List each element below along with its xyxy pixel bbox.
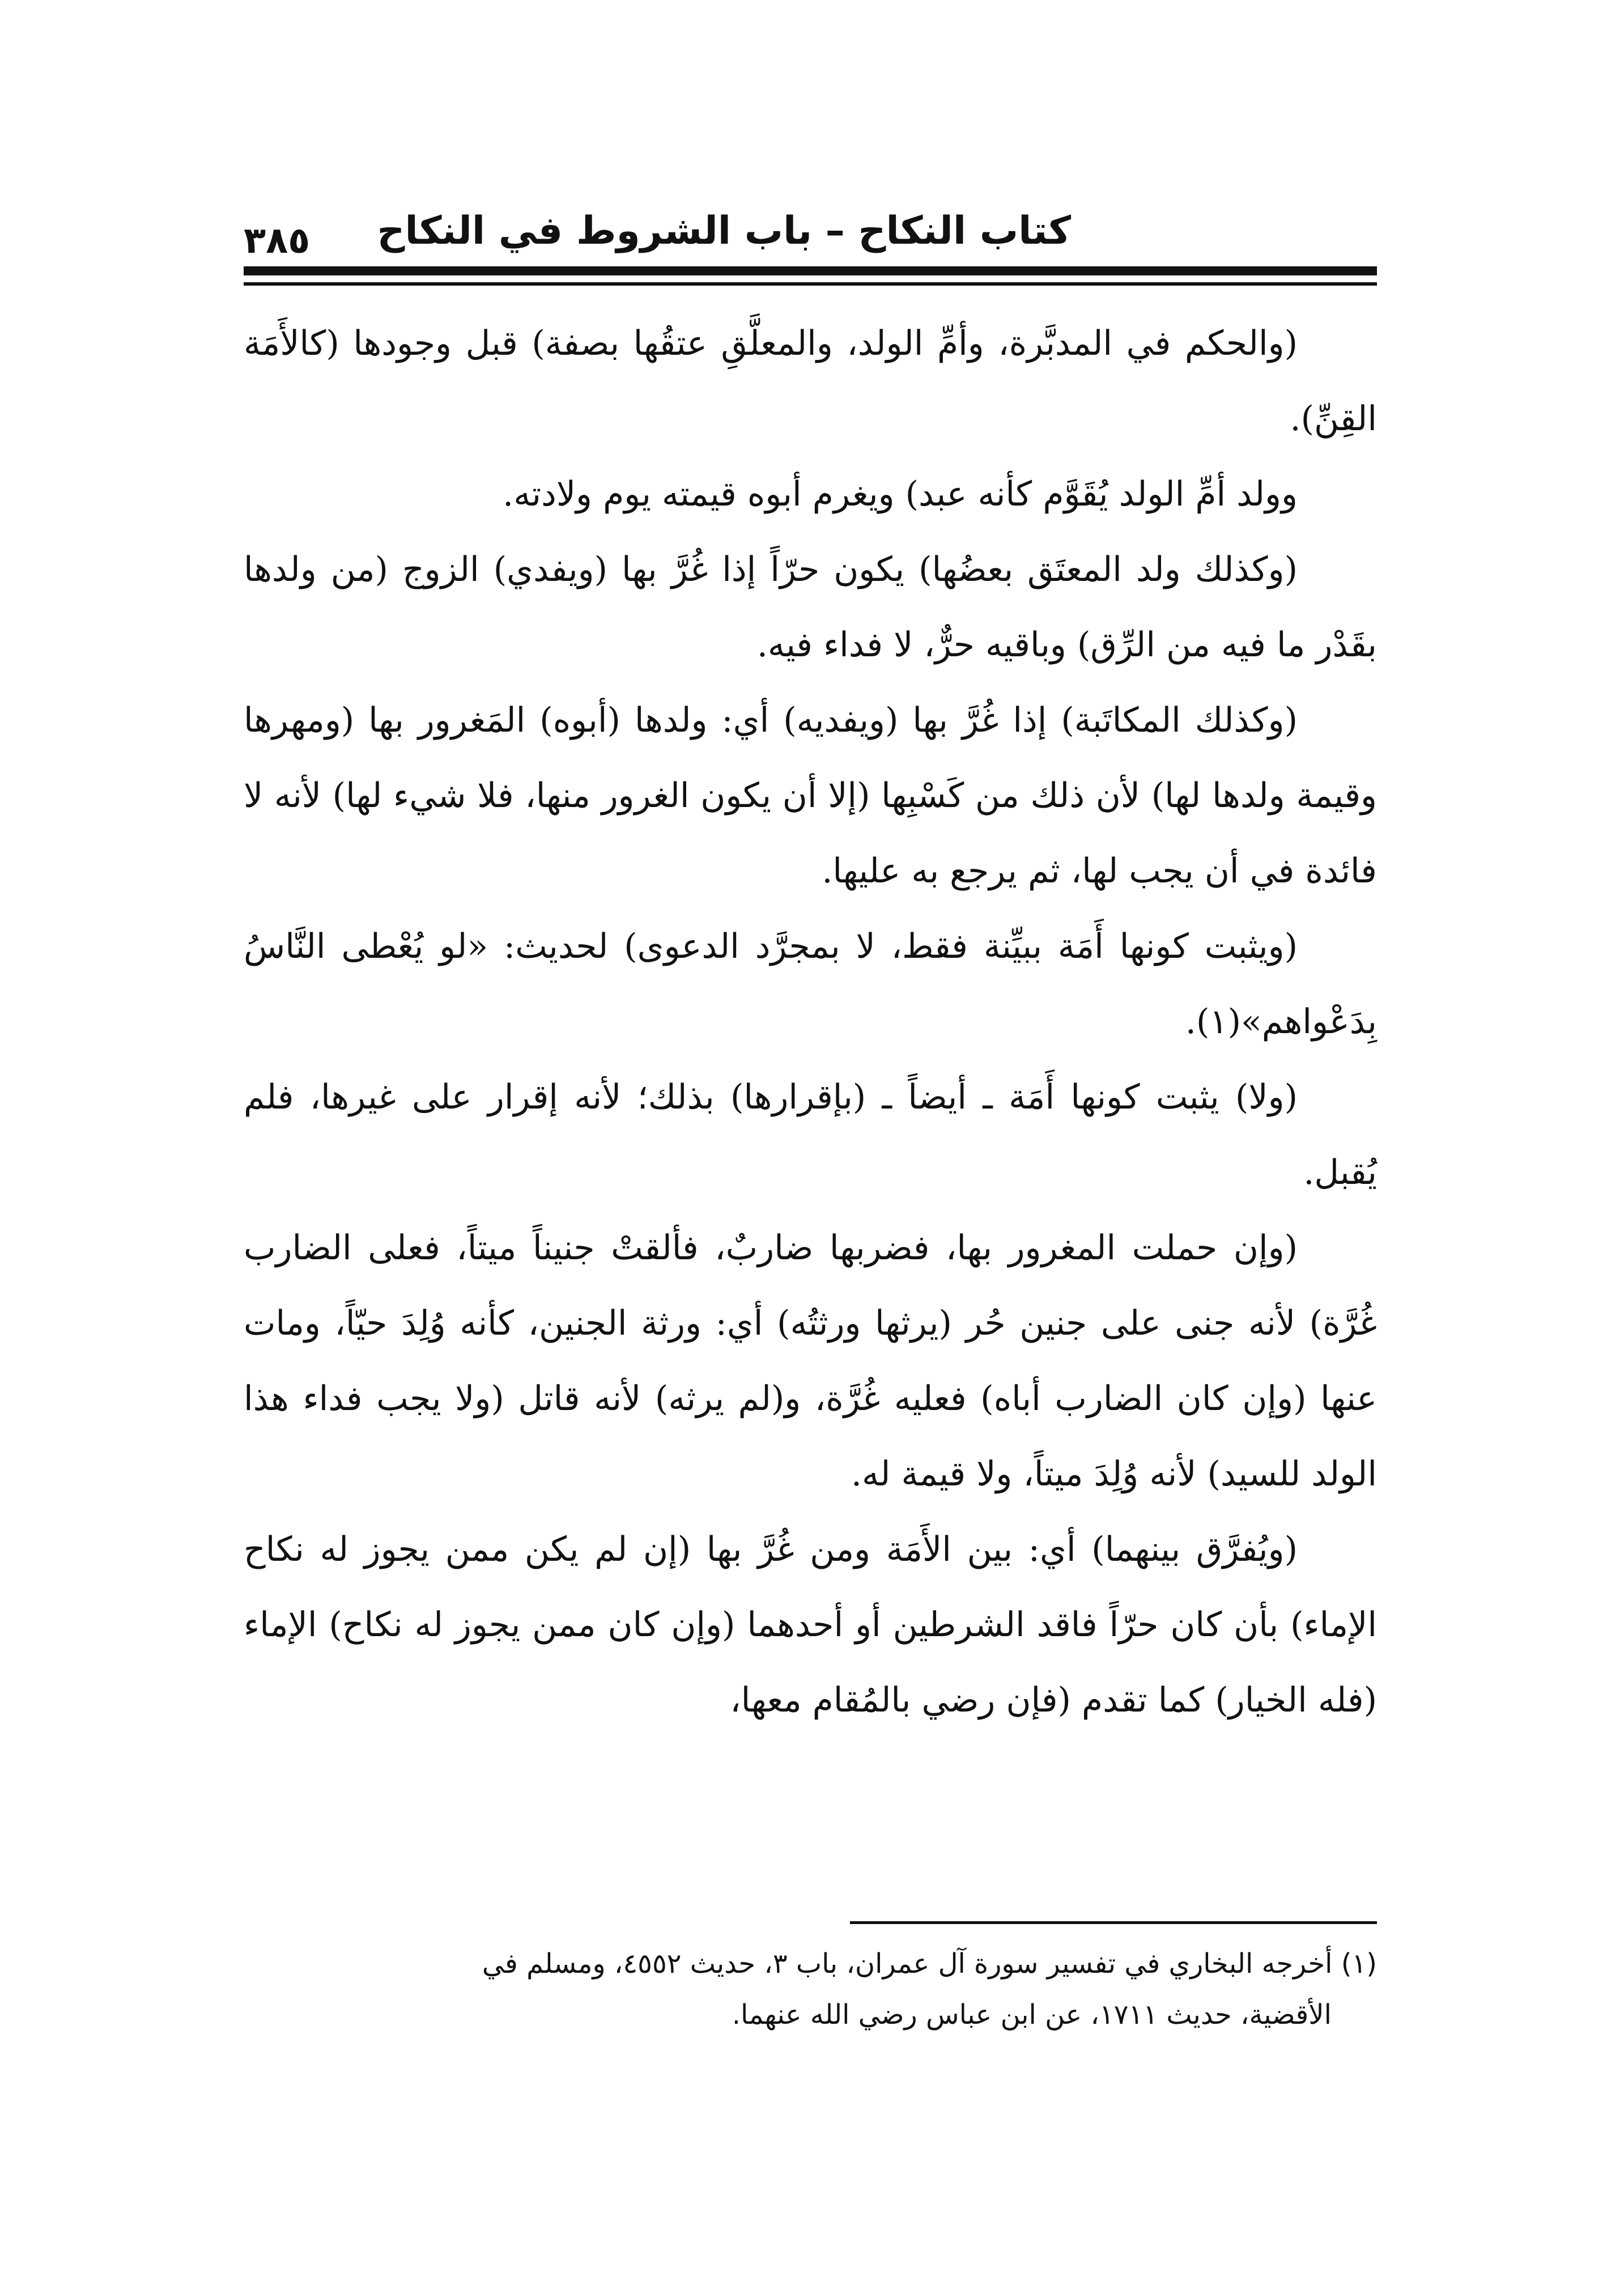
footnote-line-1: (١) أخرجه البخاري في تفسير سورة آل عمران، باب ٣، حديث ٤٥٥٢، ومسلم في [482, 1948, 1377, 1980]
paragraph-7: (وإن حملت المغرور بها، فضربها ضاربٌ، فألقتْ جنيناً ميتاً، فعلى الضارب غُرَّة) لأنه جنى على جنين حُر (يرثها ورثتُه) أي: ورثة الجنين، كأنه وُلِدَ حيّاً، ومات عنها (وإن كان الضارب أباه) فعليه غُرَّة، و(لم يرثه) لأنه قاتل (ولا يجب فداء هذا الولد للسيد) لأنه وُلِدَ ميتاً، ولا قيمة له. [244, 1228, 1377, 1494]
running-title: كتاب النكاح – باب الشروط في النكاح [377, 209, 1071, 253]
paragraph-8: (ويُفرَّق بينهما) أي: بين الأَمَة ومن غُرَّ بها (إن لم يكن ممن يجوز له نكاح الإماء) بأن كان حرّاً فاقد الشرطين أو أحدهما (وإن كان ممن يجوز له نكاح) الإماء (فله الخيار) كما تقدم (فإن رضي بالمُقام معها، [244, 1530, 1377, 1720]
footnote [244, 1938, 1377, 2040]
paragraph-6: (ولا) يثبت كونها أَمَة ـ أيضاً ـ (بإقرارها) بذلك؛ لأنه إقرار على غيرها، فلم يُقبل. [244, 1077, 1377, 1192]
paragraph-2: وولد أمِّ الولد يُقَوَّم كأنه عبد) ويغرم أبوه قيمته يوم ولادته. [503, 474, 1298, 514]
page-number: ٣٨٥ [244, 220, 311, 262]
footnote-line-2: الأقضية، حديث ١٧١١، عن ابن عباس رضي الله عنهما. [732, 1999, 1332, 2031]
header-rule-thick [244, 266, 1377, 275]
paragraph-1: (والحكم في المدبَّرة، وأمِّ الولد، والمعلَّقِ عتقُها بصفة) قبل وجودها (كالأَمَة القِنِّ). [244, 324, 1377, 439]
footnote-separator [850, 1921, 1377, 1924]
page-header [244, 198, 1377, 261]
header-rule-thin [244, 282, 1377, 286]
paragraph-5: (ويثبت كونها أَمَة ببيِّنة فقط، لا بمجرَّد الدعوى) لحديث: «لو يُعْطى النَّاسُ بِدَعْواهم»(١). [244, 927, 1377, 1042]
main-text [244, 306, 1377, 1738]
paragraph-4: (وكذلك المكاتَبة) إذا غُرَّ بها (ويفديه) أي: ولدها (أبوه) المَغرور بها (ومهرها وقيمة ولدها لها) لأن ذلك من كَسْبِها (إلا أن يكون الغرور منها، فلا شيء لها) لأنه لا فائدة في أن يجب لها، ثم يرجع به عليها. [244, 700, 1377, 891]
paragraph-3: (وكذلك ولد المعتَق بعضُها) يكون حرّاً إذا غُرَّ بها (ويفدي) الزوج (من ولدها بقَدْر ما فيه من الرِّق) وباقيه حرٌّ، لا فداء فيه. [244, 550, 1377, 665]
